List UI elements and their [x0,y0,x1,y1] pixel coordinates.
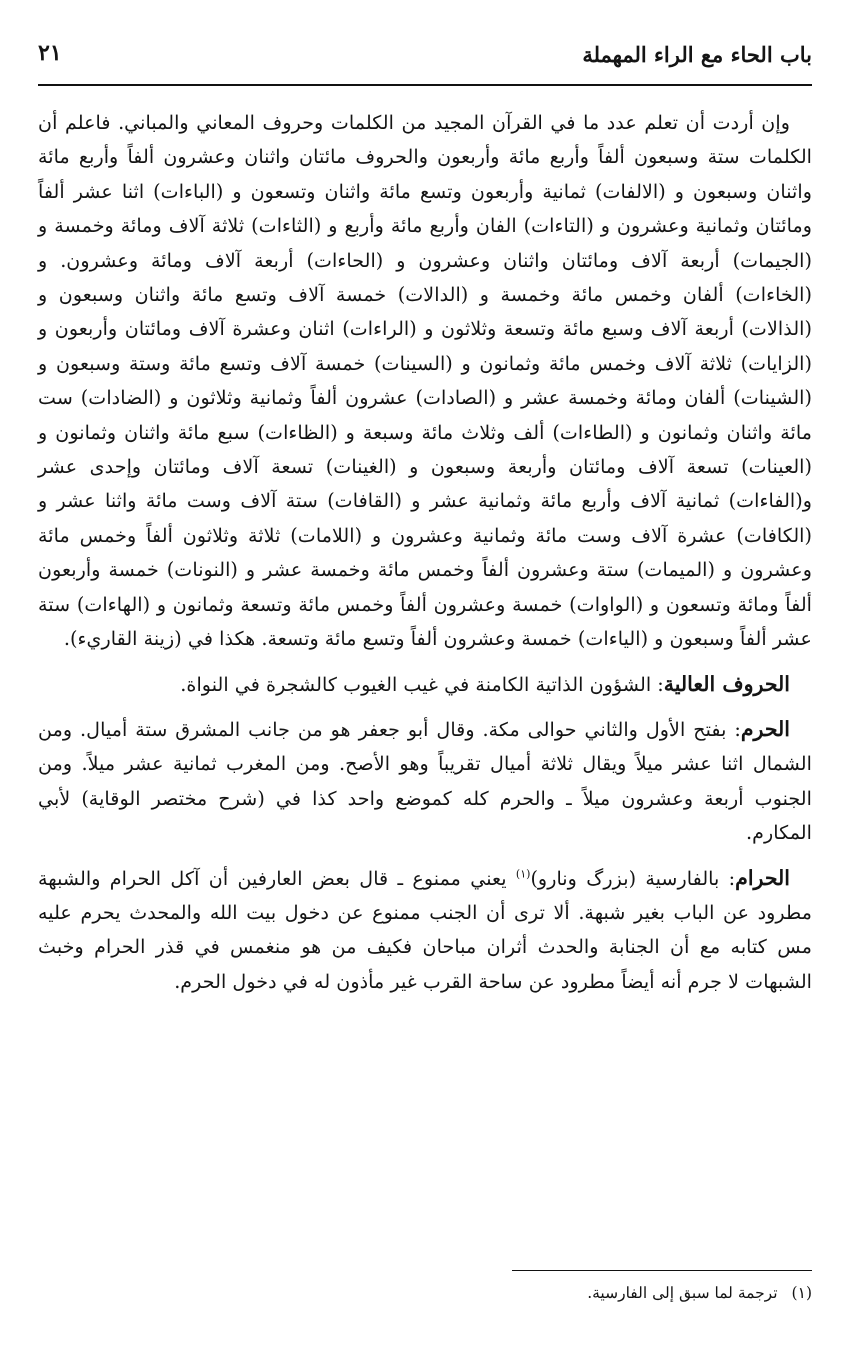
entry-al-huruf-al-aliya [38,667,812,702]
entry-definition-start: : بالفارسية (بزرگ ونارو) [530,866,736,890]
entry-definition: : الشؤون الذاتية الكامنة في غيب الغيوب كالشجرة في النواة. [180,672,664,696]
page-number: ٢١ [38,40,62,66]
entry-definition: : بفتح الأول والثاني حوالى مكة. وقال أبو جعفر هو من جانب المشرق ستة أميال. ومن الشمال اثنا عشر ميلاً ويقال ثلاثة أميال تقريباً وهو الأصح. ومن المغرب ثمانية عشر ميلاً. ومن الجنوب أربعة وعشرون ميلاً ـ والحرم كله كموضع واحد كذا في (شرح مختصر الوقاية) لأبي المكارم. [38,717,812,845]
page-header [38,38,812,86]
footnote-marker: (١) [515,867,531,881]
entry-al-haram-sanctuary [38,712,812,851]
main-text [38,106,812,999]
entry-al-haram-forbidden [38,861,812,1000]
intro-paragraph: وإن أردت أن تعلم عدد ما في القرآن المجيد من الكلمات وحروف المعاني والمباني. فاعلم أن الكلمات ستة وسبعون ألفاً وأربع مائة وأربعون والحروف مائتان واثنان وعشرون ألفاً وأربع مائة واثنان وسبعون و (الالفات) ثمانية وأربعون وتسع مائة واثنان وتسعون و (الباءات) اثنا عشر ألفاً ومائتان وثمانية وعشرون و (التاءات) الفان وأربع مائة وأربع و (الثاءات) ثلاثة آلاف ومائة وخمسة و (الجيمات) أربعة آلاف ومائتان واثنان وعشرون و (الحاءات) أربعة آلاف ومائة وعشرون. و (الخاءات) ألفان وخمس مائة وخمسة و (الدالات) خمسة آلاف وتسع مائة واثنان وسبعون و (الذالات) أربعة آلاف وسبع مائة وتسعة وثلاثون و (الراءات) اثنان وعشرة آلاف ومائتان وأربعون و (الزايات) ثلاثة آلاف وخمس مائة وثمانون و (السينات) خمسة آلاف وتسع مائة وستة وسبعون و (الشينات) ألفان ومائة وخمسة عشر و (الصادات) عشرون ألفاً وثمانية وثلاثون و (الضادات) ست مائة واثنان وثمانون و (الطاءات) ألف وثلاث مائة وسبعة و (الظاءات) سبع مائة واثنان وثمانون و (العينات) تسعة آلاف ومائتان وأربعة وسبعون و (الغينات) تسعة آلاف ومائتان وإحدى عشر و(الفاءات) ثمانية آلاف وأربع مائة وثمانية عشر و (القافات) ستة آلاف وست مائة واثنا عشر و (الكافات) عشرة آلاف وست مائة وثمانية وعشرون و (اللامات) ثلاثة وثلاثون ألفاً وخمس مائة وعشرون و (الميمات) ستة وعشرون ألفاً وخمس مائة وخمسة عشر و (النونات) خمسة وأربعون ألفاً ومائة وتسعون و (الواوات) خمسة وعشرون ألفاً وخمس مائة وتسعة وثمانون و (الهاءات) ستة عشر ألفاً وسبعون و (الياءات) خمسة وعشرون ألفاً وتسع مائة وتسعة. هكذا في (زينة القاريء). [38,111,812,651]
footnote-number: (١) [791,1284,812,1302]
entry-definition-rest: يعني ممنوع ـ قال بعض العارفين أن آكل الحرام والشبهة مطرود عن الباب بغير شبهة. ألا ترى أن الجنب ممنوع عن دخول بيت الله والمحدث يحرم عليه مس كتابه مع أن الجنابة والحدث أثران مباحان فكيف من هو منغمس في قذر الحرام وخبث الشبهات لا جرم أنه أيضاً مطرود عن ساحة القرب غير مأذون له في دخول الحرم. [38,866,812,993]
entry-term: الحرام [735,865,790,890]
entry-term: الحروف العالية [663,671,790,696]
entry-term: الحرم [740,716,790,741]
footnote-text: ترجمة لما سبق إلى الفارسية. [587,1284,778,1302]
footnote [38,1280,812,1306]
running-title: باب الحاء مع الراء المهملة [582,42,812,67]
footnote-separator [512,1270,812,1271]
